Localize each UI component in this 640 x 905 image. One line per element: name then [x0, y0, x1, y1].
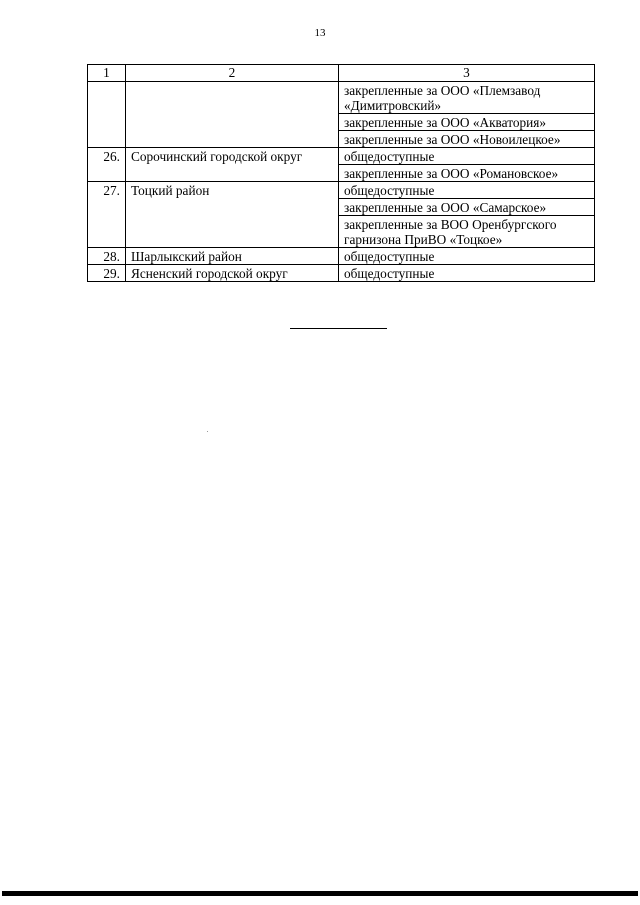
- grounds-category-cell: общедоступные: [339, 182, 595, 199]
- grounds-category-cell: закрепленные за ООО «Самарское»: [339, 199, 595, 216]
- row-number-cell: 29.: [88, 265, 126, 282]
- district-name-cell: [126, 82, 339, 148]
- scan-speck: [207, 431, 208, 432]
- grounds-category-cell: закрепленные за ВОО Оренбургского гарнизона ПриВО «Тоцкое»: [339, 216, 595, 248]
- grounds-category-cell: закрепленные за ООО «Племзавод «Димитровский»: [339, 82, 595, 114]
- table-row: [88, 182, 595, 199]
- table-row: [88, 248, 595, 265]
- grounds-category-cell: общедоступные: [339, 148, 595, 165]
- column-header-3: 3: [339, 65, 595, 82]
- district-name-cell: Ясненский городской округ: [126, 265, 339, 282]
- table-row: [88, 148, 595, 165]
- end-of-document-rule: [290, 328, 387, 329]
- row-number-cell: [88, 82, 126, 148]
- scan-bottom-edge-bar: [2, 891, 638, 896]
- district-name-cell: Шарлыкский район: [126, 248, 339, 265]
- district-name-cell: Сорочинский городской округ: [126, 148, 339, 182]
- column-header-2: 2: [126, 65, 339, 82]
- row-number-cell: 28.: [88, 248, 126, 265]
- column-header-1: 1: [88, 65, 126, 82]
- grounds-category-cell: закрепленные за ООО «Новоилецкое»: [339, 131, 595, 148]
- grounds-category-cell: закрепленные за ООО «Романовское»: [339, 165, 595, 182]
- page-number: 13: [314, 27, 326, 39]
- grounds-category-cell: общедоступные: [339, 265, 595, 282]
- hunting-grounds-table: [87, 64, 595, 282]
- district-name-cell: Тоцкий район: [126, 182, 339, 248]
- table-header-row: [88, 65, 595, 82]
- grounds-category-cell: общедоступные: [339, 248, 595, 265]
- grounds-category-cell: закрепленные за ООО «Акватория»: [339, 114, 595, 131]
- table-row: [88, 82, 595, 114]
- row-number-cell: 27.: [88, 182, 126, 248]
- row-number-cell: 26.: [88, 148, 126, 182]
- table-row: [88, 265, 595, 282]
